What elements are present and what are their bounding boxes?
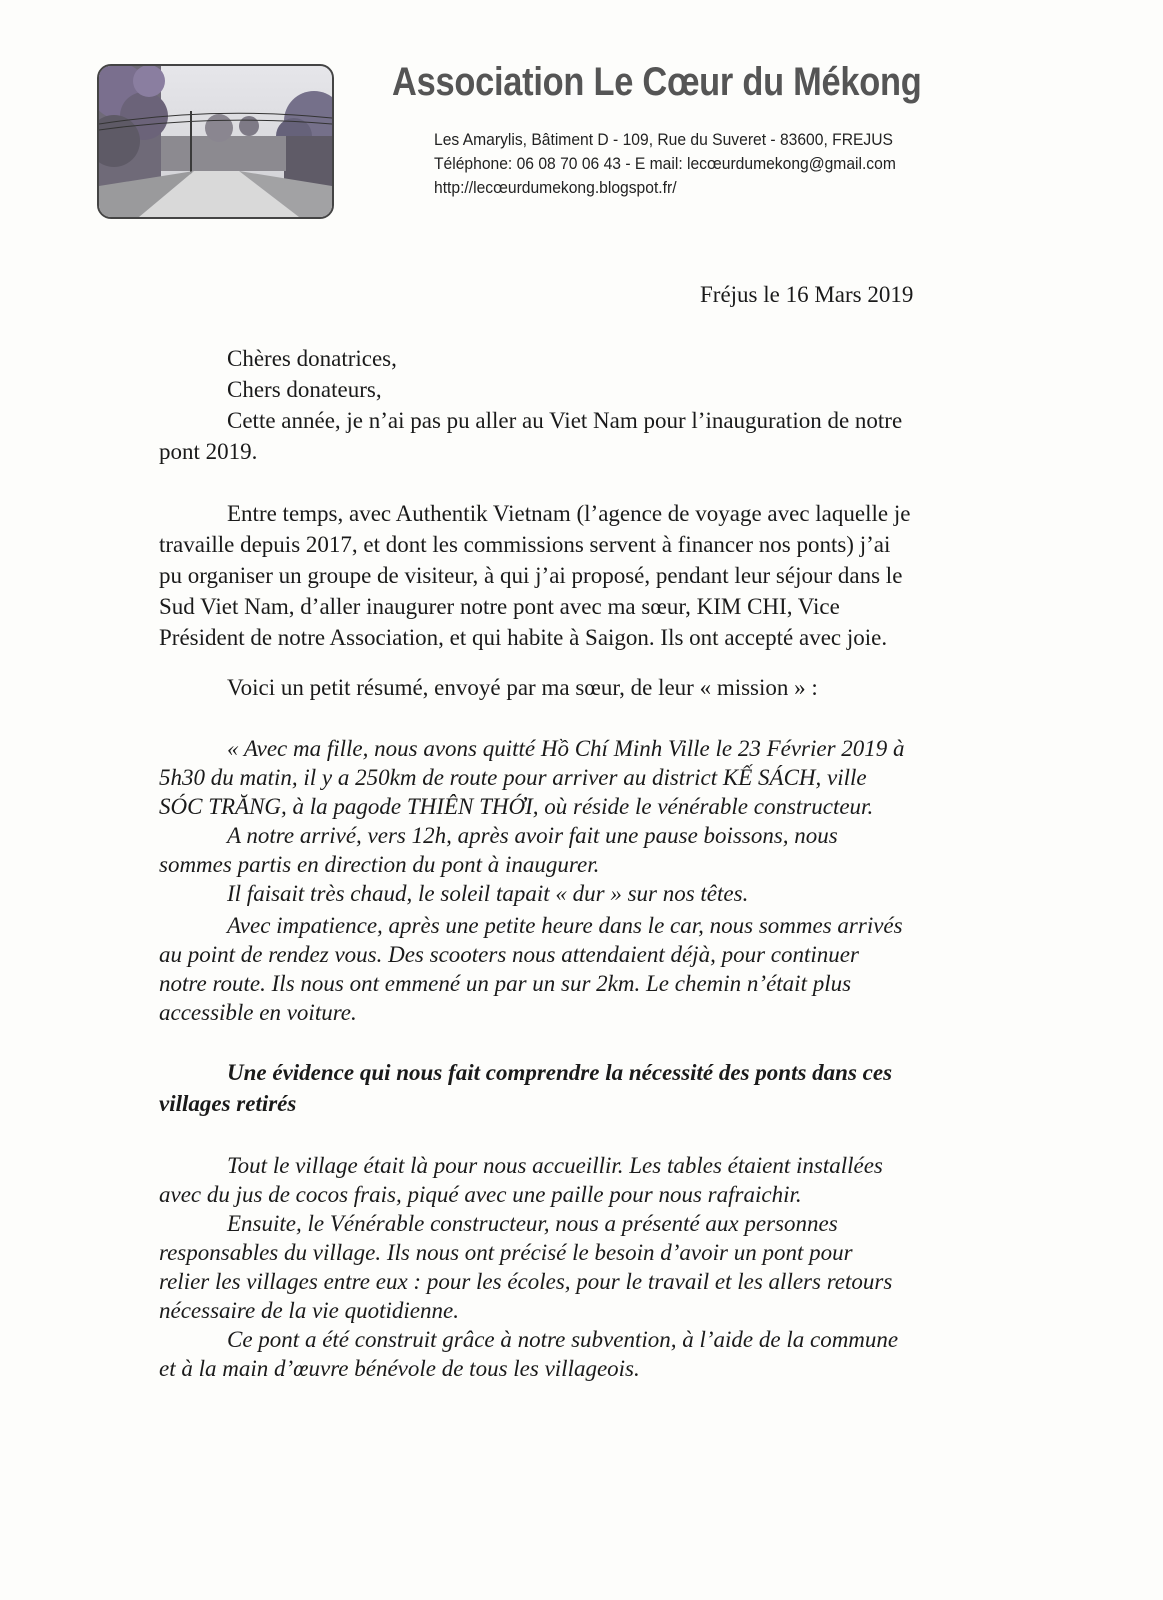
quote-line: et à la main d’œuvre bénévole de tous les villageois.	[159, 1356, 640, 1381]
website-line: http://lecœurdumekong.blogspot.fr/	[434, 178, 677, 197]
salutation-line: Chères donatrices,	[227, 346, 397, 371]
address-line: Les Amarylis, Bâtiment D - 109, Rue du Suveret - 83600, FREJUS	[434, 130, 893, 149]
quote-line: SÓC TRĂNG, à la pagode THIÊN THỚI, où réside le vénérable constructeur.	[159, 794, 874, 819]
quote-line: Ensuite, le Vénérable constructeur, nous a présenté aux personnes	[227, 1211, 838, 1236]
quote-line: sommes partis en direction du pont à inaugurer.	[159, 852, 600, 877]
paragraph-line: pont 2019.	[159, 439, 258, 464]
paragraph-line: Voici un petit résumé, envoyé par ma sœur, de leur « mission » :	[227, 675, 818, 700]
quote-line: relier les villages entre eux : pour les écoles, pour le travail et les allers retours	[159, 1269, 893, 1294]
quote-line: 5h30 du matin, il y a 250km de route pour arriver au district KẾ SÁCH, ville	[159, 765, 867, 790]
quote-line: responsables du village. Ils nous ont précisé le besoin d’avoir un pont pour	[159, 1240, 853, 1265]
quote-line: Avec impatience, après une petite heure dans le car, nous sommes arrivés	[227, 913, 903, 938]
paragraph-line: travaille depuis 2017, et dont les commissions servent à financer nos ponts) j’ai	[159, 532, 891, 557]
paragraph-line: pu organiser un groupe de visiteur, à qui j’ai proposé, pendant leur séjour dans le	[159, 563, 903, 588]
paragraph-line: Sud Viet Nam, d’aller inaugurer notre pont avec ma sœur, KIM CHI, Vice	[159, 594, 840, 619]
quote-line: au point de rendez vous. Des scooters nous attendaient déjà, pour continuer	[159, 942, 859, 967]
letterhead-photo	[97, 64, 334, 219]
village-road-photo	[99, 66, 332, 217]
contact-block	[434, 128, 896, 200]
quote-line: « Avec ma fille, nous avons quitté Hồ Chí Minh Ville le 23 Février 2019 à	[227, 736, 905, 761]
quote-line: Il faisait très chaud, le soleil tapait « dur » sur nos têtes.	[227, 881, 749, 906]
quote-line: avec du jus de cocos frais, piqué avec une paille pour nous rafraichir.	[159, 1182, 802, 1207]
organization-name: Association Le Cœur du Mékong	[392, 60, 922, 104]
paragraph-line: Cette année, je n’ai pas pu aller au Viet Nam pour l’inauguration de notre	[227, 408, 903, 433]
quote-line: Ce pont a été construit grâce à notre subvention, à l’aide de la commune	[227, 1327, 899, 1352]
letter-date: Fréjus le 16 Mars 2019	[700, 282, 914, 307]
quote-line: Tout le village était là pour nous accueillir. Les tables étaient installées	[227, 1153, 883, 1178]
quote-heading-line: Une évidence qui nous fait comprendre la nécessité des ponts dans ces	[227, 1060, 893, 1085]
paragraph-line: Président de notre Association, et qui habite à Saigon. Ils ont accepté avec joie.	[159, 625, 888, 650]
quote-heading-line: villages retirés	[159, 1091, 297, 1116]
quote-line: nécessaire de la vie quotidienne.	[159, 1298, 459, 1323]
paragraph-line: Entre temps, avec Authentik Vietnam (l’agence de voyage avec laquelle je	[227, 501, 911, 526]
phone-email-line: Téléphone: 06 08 70 06 43 - E mail: lecœurdumekong@gmail.com	[434, 154, 896, 173]
quote-line: A notre arrivé, vers 12h, après avoir fait une pause boissons, nous	[227, 823, 838, 848]
quote-line: accessible en voiture.	[159, 1000, 357, 1025]
quote-line: notre route. Ils nous ont emmené un par un sur 2km. Le chemin n’était plus	[159, 971, 852, 996]
salutation-line: Chers donateurs,	[227, 377, 382, 402]
